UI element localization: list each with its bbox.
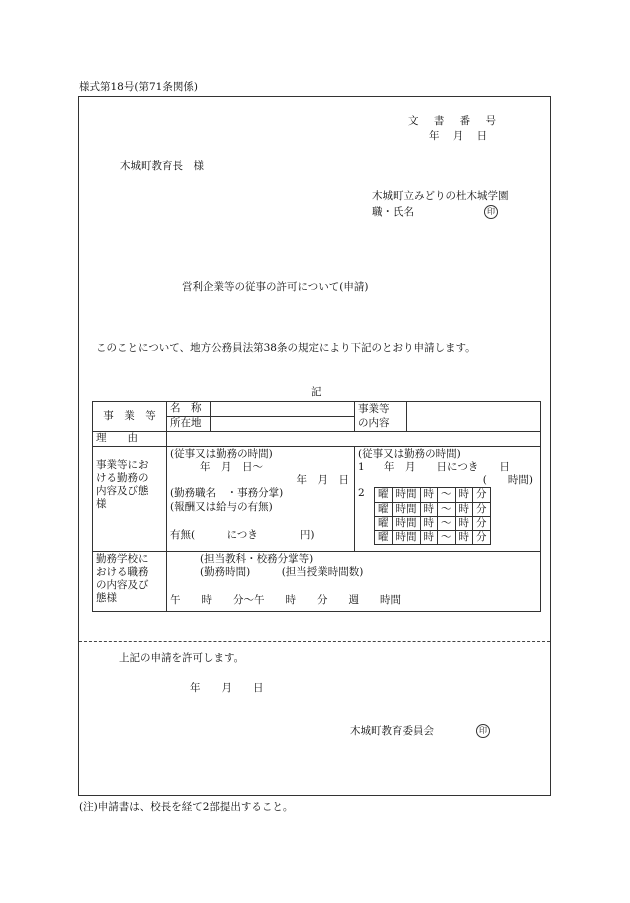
reason-label: 理 由 (93, 432, 167, 447)
doc-number-label: 文 書 番 号 (408, 115, 503, 127)
jigyo-label: 事 業 等 (93, 402, 167, 432)
left-pay: (報酬又は給与の有無) (170, 500, 273, 513)
school-name: 木城町立みどりの杜木城学園 (372, 190, 509, 202)
school-duty-field[interactable] (167, 552, 541, 612)
addressee: 木城町教育長 様 (120, 160, 204, 172)
schedule-cell: 時 (455, 502, 473, 516)
schedule-cell: 時間 (392, 516, 420, 530)
date-label: 年 月 日 (429, 130, 493, 142)
duty-label-line: 内容及び態 (96, 485, 149, 498)
schedule-cell: 時 (455, 488, 473, 502)
name-label: 名 称 (167, 402, 211, 417)
schedule-cell: 〜 (438, 502, 456, 516)
schedule-row (375, 488, 491, 502)
left-time-heading: (従事又は勤務の時間) (170, 448, 273, 460)
seal-icon: 印 (484, 205, 498, 219)
approval-date: 年 月 日 (190, 682, 264, 694)
right-period-text: 年 月 日につき 日 (384, 461, 510, 474)
school-duty-label (93, 552, 167, 612)
school-duty-label-line: の内容及び (96, 579, 149, 592)
schedule-row (375, 502, 491, 516)
schedule-cell: 〜 (438, 488, 456, 502)
duty-detail-left[interactable] (167, 447, 355, 552)
schedule-row (375, 530, 491, 544)
schedule-cell: 〜 (438, 516, 456, 530)
schedule-cell: 時間 (392, 530, 420, 544)
school-hours: (勤務時間) (担当授業時間数) (200, 566, 364, 579)
left-job-title: (勤務職名 ・事務分掌) (170, 487, 284, 500)
business-content-label (355, 402, 407, 432)
schedule-cell: 時間 (392, 488, 420, 502)
form-number: 様式第18号(第71条関係) (79, 81, 198, 93)
reason-field[interactable] (167, 432, 541, 447)
business-content-label-2: の内容 (358, 416, 390, 429)
application-table (92, 401, 541, 612)
business-content-field[interactable] (407, 402, 541, 432)
right-schedule-num: 2 (358, 487, 365, 500)
committee-seal-icon: 印 (476, 724, 490, 738)
schedule-cell: 分 (473, 530, 491, 544)
schedule-cell: 曜 (375, 530, 393, 544)
approval-text: 上記の申請を許可します。 (119, 652, 245, 664)
school-time-range: 午 時 分〜午 時 分 週 時間 (170, 594, 401, 607)
duty-label-line: 事業等にお (96, 459, 149, 471)
schedule-cell: 時間 (392, 502, 420, 516)
schedule-cell: 曜 (375, 516, 393, 530)
duty-label-line: 様 (96, 498, 107, 511)
schedule-cell: 曜 (375, 502, 393, 516)
left-date-to: 年 月 日 (296, 474, 349, 487)
schedule-row (375, 516, 491, 530)
school-duty-label-line: おける職務 (96, 566, 149, 579)
school-duty-label-line: 態様 (96, 592, 117, 605)
schedule-cell: 時 (420, 488, 438, 502)
schedule-cell: 時 (455, 516, 473, 530)
left-date-from: 年 月 日〜 (200, 461, 263, 474)
footnote: (注)申請書は、校長を経て2部提出すること。 (79, 801, 294, 813)
school-duty-label-line: 勤務学校に (96, 553, 149, 565)
ki-label: 記 (311, 386, 322, 398)
school-subject: (担当教科・校務分掌等) (200, 553, 314, 565)
position-name-label: 職・氏名 (372, 206, 414, 218)
schedule-cell: 時 (455, 530, 473, 544)
duty-label-line: ける勤務の (96, 472, 149, 485)
left-pay-amount: 有無( につき 円) (170, 528, 315, 541)
business-content-label-1: 事業等 (358, 403, 390, 416)
address-field[interactable] (211, 417, 355, 432)
right-period-line (358, 461, 537, 474)
name-field[interactable] (211, 402, 355, 417)
schedule-cell: 分 (473, 502, 491, 516)
page-title: 営利企業等の従事の許可について(申請) (182, 281, 369, 293)
duty-label (93, 447, 167, 552)
weekly-schedule (374, 487, 491, 545)
duty-detail-right[interactable] (355, 447, 541, 552)
schedule-cell: 時 (420, 502, 438, 516)
schedule-cell: 時 (420, 516, 438, 530)
committee-name: 木城町教育委員会 (350, 725, 434, 737)
right-hours: ( 時間) (482, 474, 533, 487)
body-text: このことについて、地方公務員法第38条の規定により下記のとおり申請します。 (96, 342, 476, 354)
schedule-cell: 分 (473, 516, 491, 530)
right-time-heading: (従事又は勤務の時間) (358, 448, 461, 460)
schedule-cell: 時 (420, 530, 438, 544)
schedule-cell: 〜 (438, 530, 456, 544)
schedule-cell: 分 (473, 488, 491, 502)
right-period-num: 1 (358, 461, 365, 474)
address-label: 所在地 (167, 417, 211, 432)
divider (79, 641, 550, 642)
schedule-cell: 曜 (375, 488, 393, 502)
